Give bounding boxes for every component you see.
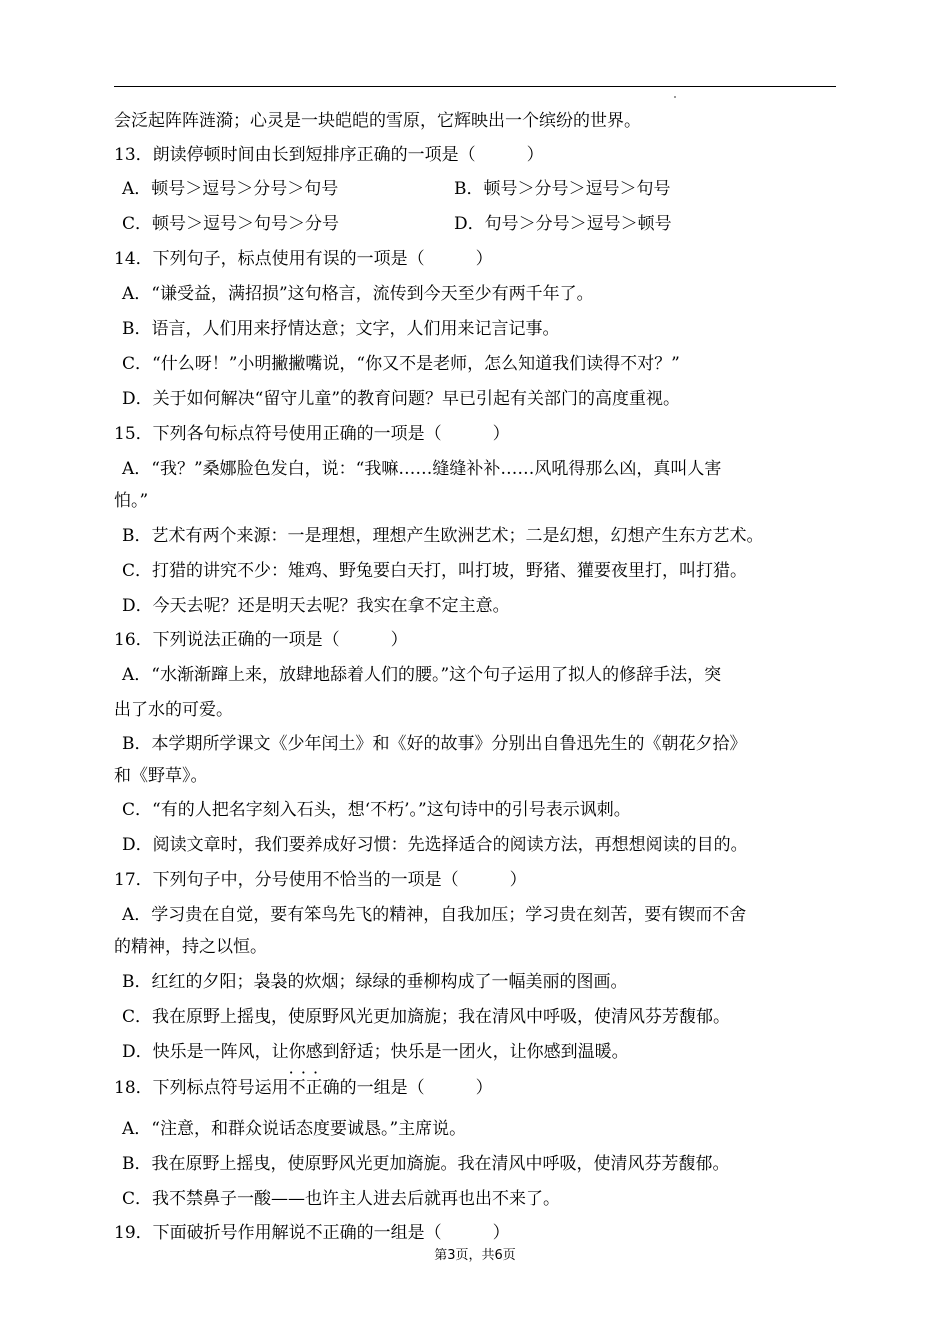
q16-option-a-cont: 出了水的可爱。 bbox=[114, 700, 233, 720]
q14-option-a: A．“谦受益，满招损”这句格言，流传到今天至少有两千年了。 bbox=[122, 284, 594, 304]
q15-option-d: D．今天去呢？还是明天去呢？我实在拿不定主意。 bbox=[122, 596, 510, 616]
q17-option-d: D．快乐是一阵风，让你感到舒适；快乐是一团火，让你感到温暖。 bbox=[122, 1042, 629, 1062]
question-18 bbox=[114, 1076, 493, 1100]
q18-option-a: A．“注意，和群众说话态度要诚恳。”主席说。 bbox=[122, 1119, 467, 1139]
q15-option-a-cont: 怕。” bbox=[114, 491, 149, 511]
q15-option-a: A．“我？”桑娜脸色发白，说：“我嘛……缝缝补补……风吼得那么凶，真叫人害 bbox=[122, 459, 722, 479]
q17-option-a: A．学习贵在自觉，要有笨鸟先飞的精神，自我加压；学习贵在刻苦，要有锲而不舍 bbox=[122, 905, 747, 925]
q13-option-c: C．顿号＞逗号＞句号＞分号 bbox=[122, 214, 340, 234]
q16-option-b-cont: 和《野草》。 bbox=[114, 766, 208, 786]
q16-option-d: D．阅读文章时，我们要养成好习惯：先选择适合的阅读方法，再想想阅读的目的。 bbox=[122, 835, 748, 855]
q18-suffix: 的一组是（ ） bbox=[339, 1078, 493, 1098]
q17-option-a-cont: 的精神，持之以恒。 bbox=[114, 937, 267, 957]
question-13: 13．朗读停顿时间由长到短排序正确的一项是（ ） bbox=[114, 145, 544, 165]
question-17: 17．下列句子中，分号使用不恰当的一项是（ ） bbox=[114, 870, 527, 890]
header-dot bbox=[674, 96, 676, 98]
q16-option-a: A．“水渐渐蹿上来，放肆地舔着人们的腰。”这个句子运用了拟人的修辞手法，突 bbox=[122, 665, 722, 685]
text-line: 会泛起阵阵涟漪；心灵是一块皑皑的雪原，它辉映出一个缤纷的世界。 bbox=[114, 111, 641, 131]
question-14: 14．下列句子，标点使用有误的一项是（ ） bbox=[114, 249, 493, 269]
q15-option-b: B．艺术有两个来源：一是理想，理想产生欧洲艺术；二是幻想，幻想产生东方艺术。 bbox=[122, 526, 764, 546]
q18-option-c: C．我不禁鼻子一酸——也许主人进去后就再也出不来了。 bbox=[122, 1189, 561, 1209]
question-15: 15．下列各句标点符号使用正确的一项是（ ） bbox=[114, 424, 510, 444]
q18-prefix: 18．下列标点符号运用 bbox=[114, 1078, 289, 1098]
q14-option-d: D．关于如何解决“留守儿童”的教育问题？早已引起有关部门的高度重视。 bbox=[122, 389, 681, 409]
q16-option-b: B．本学期所学课文《少年闰土》和《好的故事》分别出自鲁迅先生的《朝花夕拾》 bbox=[122, 734, 747, 754]
q13-option-b: B．顿号＞分号＞逗号＞句号 bbox=[454, 179, 671, 199]
q13-option-a: A．顿号＞逗号＞分号＞句号 bbox=[122, 179, 339, 199]
question-16: 16．下列说法正确的一项是（ ） bbox=[114, 630, 408, 650]
question-19: 19．下面破折号作用解说不正确的一组是（ ） bbox=[114, 1223, 510, 1243]
q18-emphasis: · · · 不正确 bbox=[289, 1076, 340, 1100]
q14-option-c: C．“什么呀！”小明撇撇嘴说，“你又不是老师，怎么知道我们读得不对？” bbox=[122, 354, 680, 374]
q16-option-c: C．“有的人把名字刻入石头，想‘不朽’。”这句诗中的引号表示讽刺。 bbox=[122, 800, 631, 820]
q15-option-c: C．打猎的讲究不少：雉鸡、野兔要白天打，叫打坡，野猪、獾要夜里打，叫打猎。 bbox=[122, 561, 748, 581]
q13-option-d: D．句号＞分号＞逗号＞顿号 bbox=[454, 214, 672, 234]
header-rule bbox=[114, 86, 836, 87]
page-footer: 第3页，共6页 bbox=[434, 1248, 516, 1263]
q18-option-b: B．我在原野上摇曳，使原野风光更加旖旎。我在清风中呼吸，使清风芬芳馥郁。 bbox=[122, 1154, 730, 1174]
q17-option-c: C．我在原野上摇曳，使原野风光更加旖旎；我在清风中呼吸，使清风芬芳馥郁。 bbox=[122, 1007, 731, 1027]
q17-option-b: B．红红的夕阳；袅袅的炊烟；绿绿的垂柳构成了一幅美丽的图画。 bbox=[122, 972, 628, 992]
q14-option-b: B．语言，人们用来抒情达意；文字，人们用来记言记事。 bbox=[122, 319, 560, 339]
